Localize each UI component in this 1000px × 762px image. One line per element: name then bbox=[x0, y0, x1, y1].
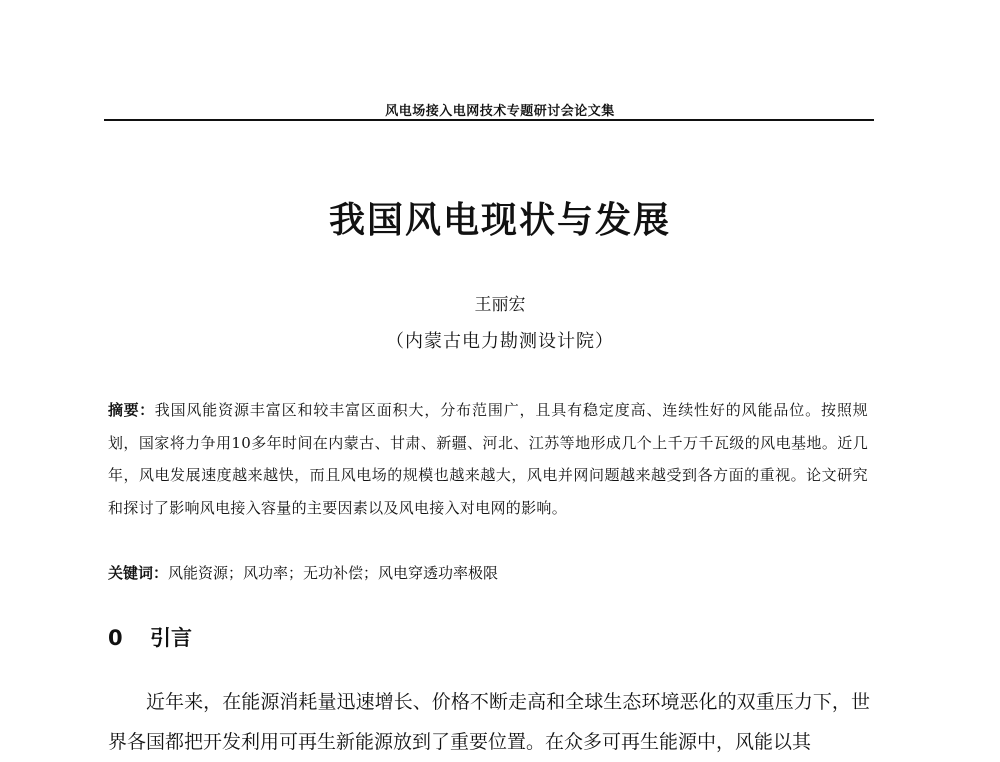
section-number: 0 bbox=[108, 626, 123, 650]
author-name: 王丽宏 bbox=[474, 295, 526, 315]
author-affiliation: （内蒙古电力勘测设计院） bbox=[386, 331, 614, 352]
keywords-label: 关键词： bbox=[108, 564, 169, 582]
keywords-block bbox=[108, 558, 868, 588]
abstract-label: 摘要： bbox=[108, 401, 155, 419]
running-header: 风电场接入电网技术专题研讨会论文集 bbox=[385, 104, 615, 119]
body-paragraph: 近年来，在能源消耗量迅速增长、价格不断走高和全球生态环境恶化的双重压力下，世界各国都把开发利用可再生新能源放到了重要位置。在众多可再生能源中，风能以其 bbox=[108, 691, 870, 753]
keywords-text: 风能资源；风功率；无功补偿；风电穿透功率极限 bbox=[168, 564, 499, 582]
section-heading bbox=[108, 622, 868, 652]
paper-title: 我国风电现状与发展 bbox=[328, 200, 671, 241]
abstract-text: 我国风能资源丰富区和较丰富区面积大，分布范围广，且具有稳定度高、连续性好的风能品位。按照规划，国家将力争用10多年时间在内蒙古、甘肃、新疆、河北、江苏等地形成几个上千万千瓦级的风电基地。近几年，风电发展速度越来越快，而且风电场的规模也越来越大，风电并网问题越来越受到各方面的重视。论文研究和探讨了影响风电接入容量的主要因素以及风电接入对电网的影响。 bbox=[108, 401, 868, 517]
abstract-block bbox=[108, 394, 868, 524]
section-title: 引言 bbox=[150, 626, 192, 650]
header-rule bbox=[104, 119, 874, 121]
